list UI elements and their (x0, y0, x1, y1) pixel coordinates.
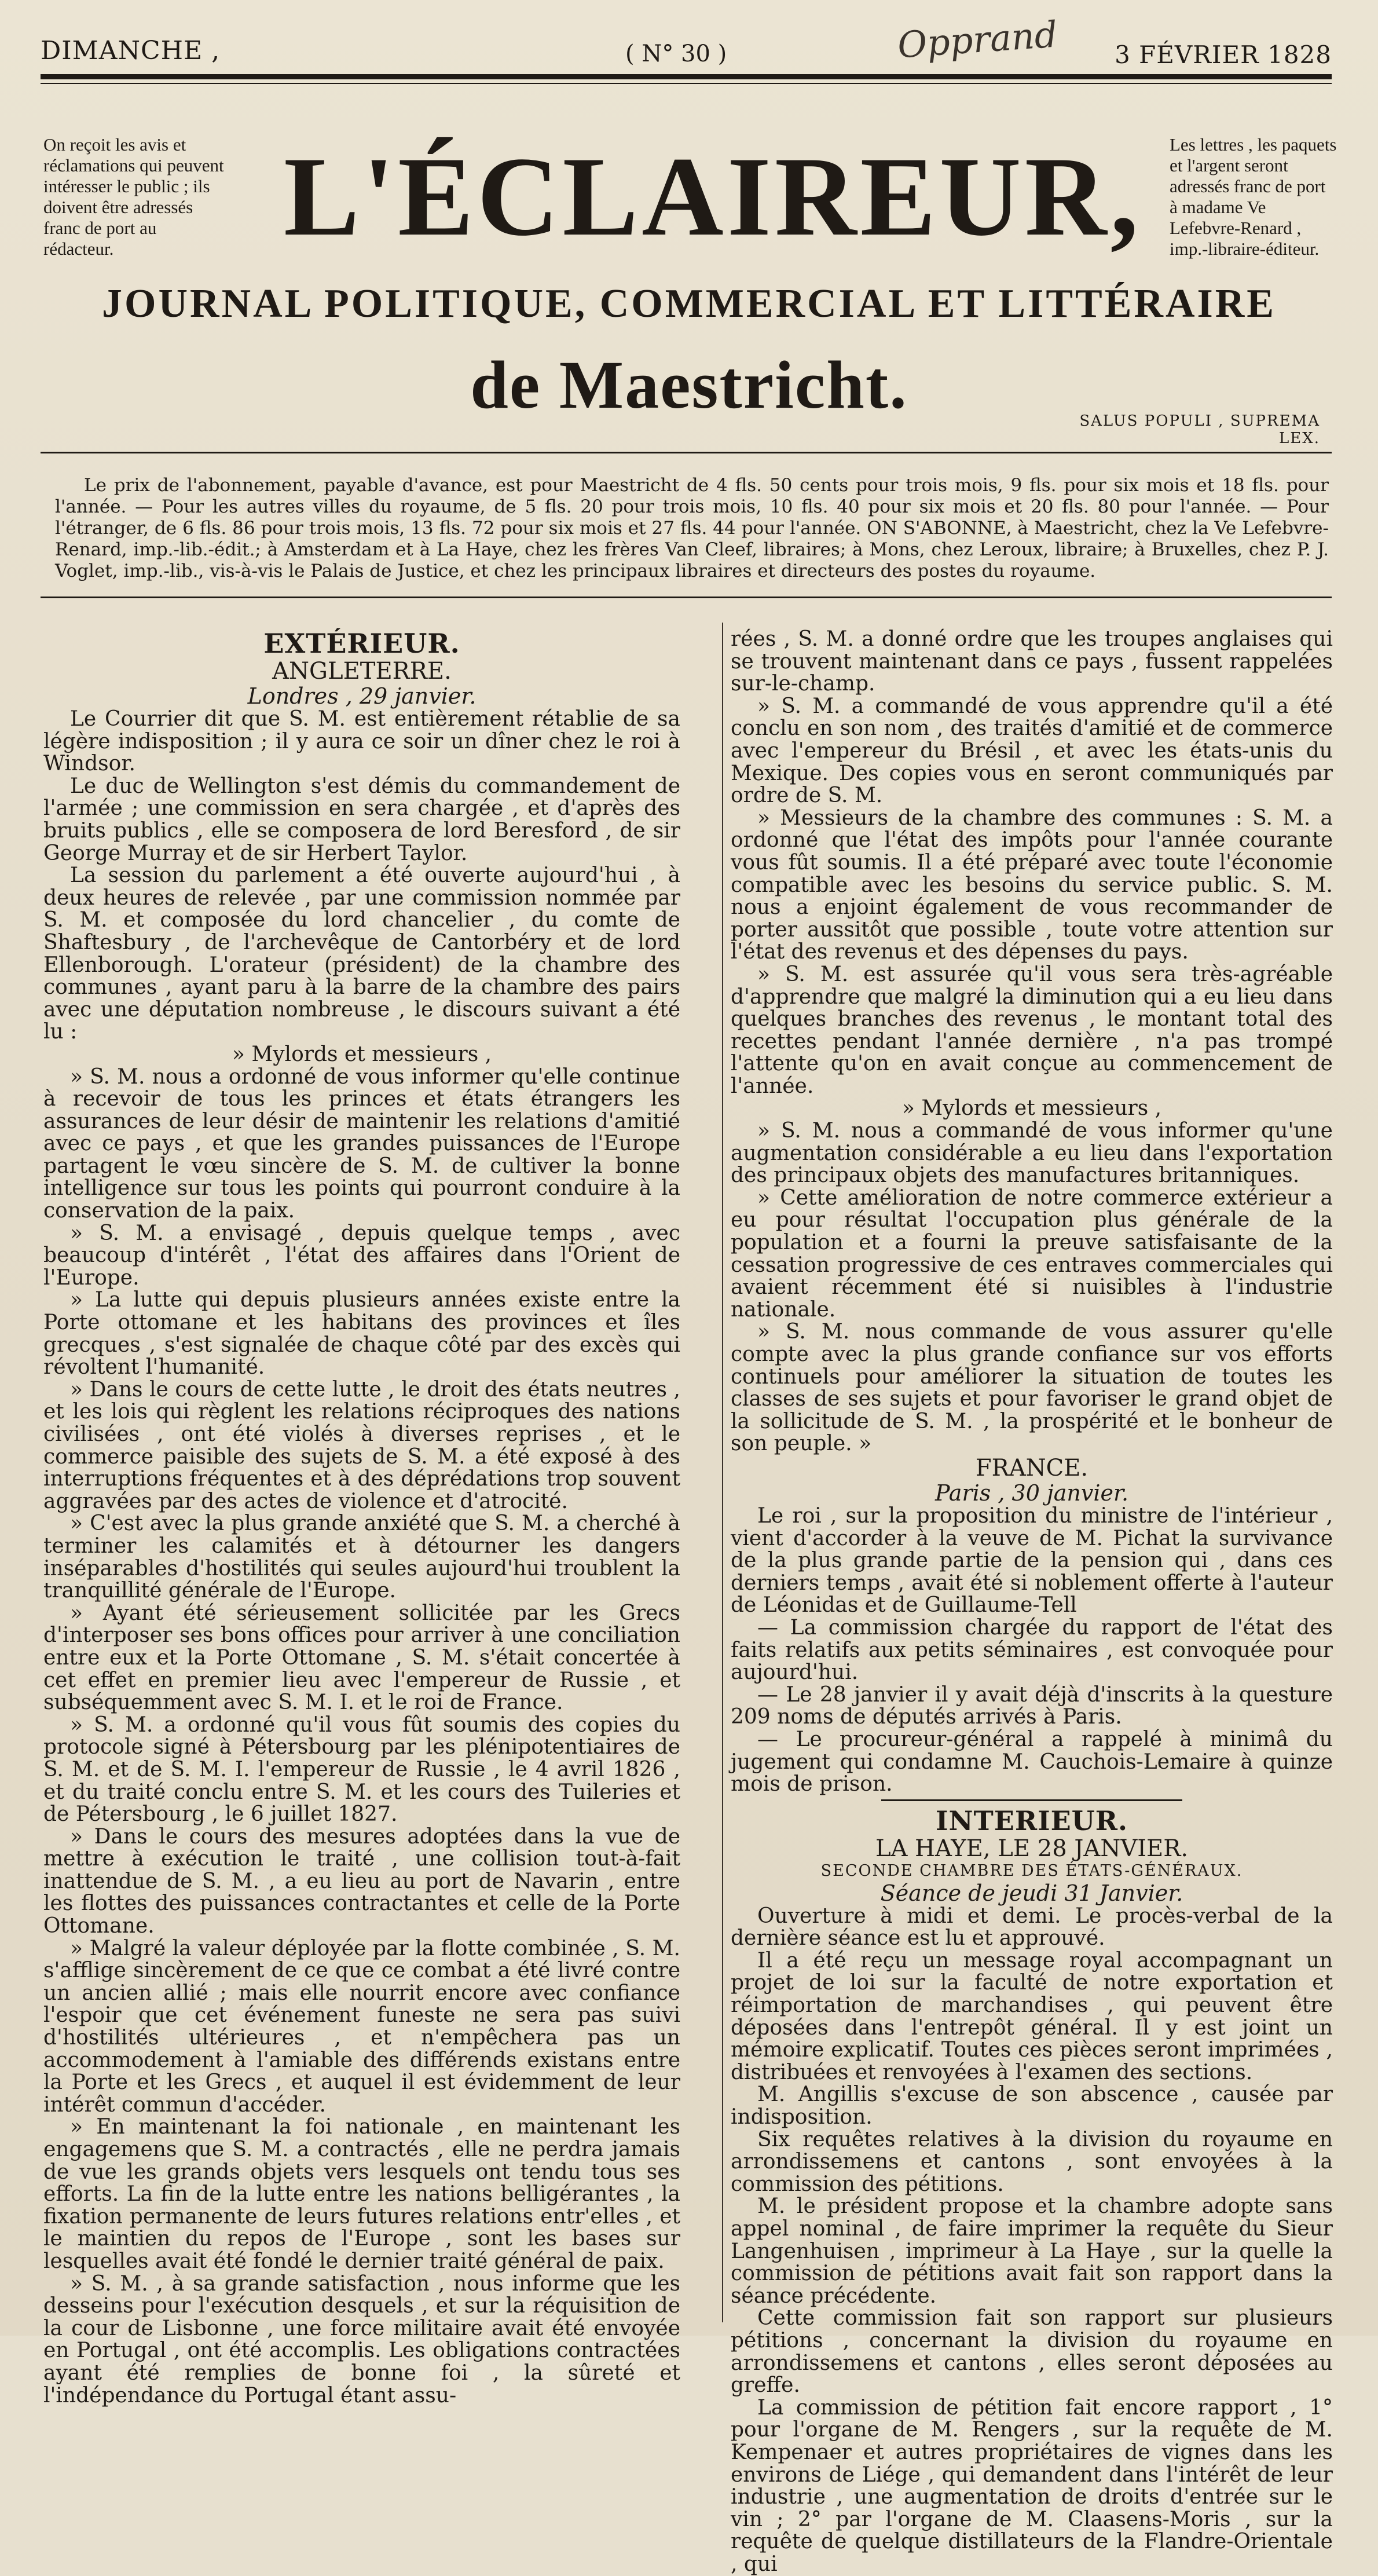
masthead-title: L'ÉCLAIREUR, (284, 134, 1142, 259)
top-rule-thin (41, 83, 1332, 84)
masthead-subtitle: JOURNAL POLITIQUE, COMMERCIAL ET LITTÉRAIRE (102, 281, 1276, 326)
article-paragraph: » Malgré la valeur déployée par la flotte combinée , S. M. s'afflige sincèrement de ce que ce combat a été livré contre un ancien allié ; mais elle nourrit encore avec confiance l'espoir que cet événement funeste ne sera pas suivi d'hostilités ultérieures , et n'empêchera pas un accommodement à l'amiable des différends existans entre la Porte et les Grecs , et auquel il est évidemment de leur intérêt commun d'accéder. (43, 1936, 680, 2117)
masthead-motto: SALUS POPULI , SUPREMA LEX. (1079, 412, 1320, 447)
top-rule (41, 74, 1332, 79)
article-paragraph: » En maintenant la foi nationale , en maintenant les engagemens que S. M. a contractés , elle ne perdra jamais de vue les grands objets vers lesquels ont tendu tous ses efforts. La fin de la lutte entre les nations belligérantes , la fixation permanente de leurs futures relations entr'elles , et le maintien du repos de l'Europe , sont les bases sur lesquelles avait été fondé le dernier traité général de paix. (43, 2115, 680, 2273)
right-column (731, 628, 1333, 2576)
article-paragraph: » Cette amélioration de notre commerce extérieur a eu pour résultat l'occupation plus générale de la population et a fourni la preuve satisfaisante de la cessation progressive de ces entraves commerciales qui avaient récemment été si nuisibles à l'industrie nationale. (731, 1185, 1333, 1322)
session-heading: Séance de jeudi 31 Janvier. (880, 1880, 1183, 1906)
dateline-la-haye: LA HAYE, LE 28 JANVIER. (875, 1835, 1189, 1862)
issue-number: ( N° 30 ) (625, 41, 727, 67)
article-paragraph: Le roi , sur la proposition du ministre de l'intérieur , vient d'accorder à la veuve de M. Pichat la survivance de la plus grande partie de la pension qui , dans ces derniers temps , avait été si noblement offerte à l'auteur de Léonidas et de Guillaume-Tell (731, 1503, 1333, 1618)
article-paragraph: » Mylords et messieurs , (232, 1042, 492, 1066)
article-paragraph: » S. M. nous commande de vous assurer qu'elle compte avec la plus grande confiance sur vos efforts continuels pour améliorer la situation de toutes les classes de ses sujets et pour favoriser le grand objet de la sollicitude de S. M. , la prospérité et le bonheur de son peuple. » (731, 1320, 1333, 1456)
handwritten-annotation: Opprand (896, 13, 1059, 67)
article-paragraph: » Dans le cours des mesures adoptées dans la vue de mettre à exécution le traité , une collision tout-à-fait inattendue de S. M. , a eu lieu au port de Navarin , entre les flottes des puissances contractantes et celle de la Porte Ottomane. (43, 1824, 680, 1938)
article-paragraph: La session du parlement a été ouverte aujourd'hui , à deux heures de relevée , par une commission nommée par S. M. et composée du lord chancelier , du comte de Shaftesbury , de l'archevêque de Cantorbéry et de lord Ellenborough. L'orateur (président) de la chambre des communes , ayant paru à la barre de la chambre des pairs avec une députation nombreuse , le discours suivant a été lu : (43, 863, 680, 1044)
article-paragraph: M. Angillis s'excuse de son abscence , causée par indisposition. (731, 2083, 1333, 2129)
article-paragraph: » S. M. nous a commandé de vous informer qu'une augmentation considérable a eu lieu dans l'exportation des principaux objets des manufactures britanniques. (731, 1119, 1333, 1188)
chamber-heading: SECONDE CHAMBRE DES ÉTATS-GÉNÉRAUX. (820, 1861, 1243, 1880)
article-paragraph: Ouverture à midi et demi. Le procès-verbal de la dernière séance est lu et approuvé. (731, 1904, 1333, 1951)
top-line (41, 13, 1332, 76)
article-paragraph: M. le président propose et la chambre adopte sans appel nominal , de faire imprimer la requête du Sieur Langenhuisen , imprimeur à La Haye , sur la quelle la commission de pétitions avait fait son rapport dans la séance précédente. (731, 2194, 1333, 2308)
article-paragraph: » S. M. est assurée qu'il vous sera très-agréable d'apprendre que malgré la diminution qui a eu lieu dans quelques branches des revenus , le montant total des recettes pendant l'année dernière , n'a pas trompé l'attente qu'on en avait conçue au commencement de l'année. (731, 962, 1333, 1098)
left-column (43, 628, 680, 2407)
country-heading-angleterre: ANGLETERRE. (272, 658, 452, 685)
article-paragraph: Six requêtes relatives à la division du royaume en arrondissemens et cantons , sont envoyées à la commission des pétitions. (731, 2127, 1333, 2196)
article-paragraph: Le Courrier dit que S. M. est entièrement rétablie de sa légère indisposition ; il y aura ce soir un dîner chez le roi à Windsor. (43, 707, 680, 776)
article-paragraph: » Ayant été sérieusement sollicitée par les Grecs d'interposer ses bons offices pour arriver à une conciliation entre eux et la Porte Ottomane , S. M. s'était concertée à cet effet en premier lieu avec l'empereur de Russie , et subséquemment avec S. M. I. et le roi de France. (43, 1601, 680, 1715)
article-paragraph: — La commission chargée du rapport de l'état des faits relatifs aux petits séminaires , est convoquée pour aujourd'hui. (731, 1615, 1333, 1685)
article-paragraph: » Dans le cours de cette lutte , le droit des états neutres , et les lois qui règlent les relations réciproques des nations civilisées , ont été violés à diverses reprises , et le commerce paisible des sujets de S. M. a été exposé à des interruptions fréquentes et à des déprédations trop souvent aggravées par des actes de violence et d'atrocité. (43, 1377, 680, 1513)
article-paragraph: » C'est avec la plus grande anxiété que S. M. a cherché à terminer les calamités et à détourner les dangers inséparables d'hostilités qui seules aujourd'hui troublent la tranquillité générale de l'Europe. (43, 1512, 680, 1603)
masthead-city: de Maestricht. (470, 347, 908, 423)
article-paragraph: Cette commission fait son rapport sur plusieurs pétitions , concernant la division du royaume en arrondissemens et cantons , elles seront déposées au greffe. (731, 2306, 1333, 2398)
article-paragraph: » La lutte qui depuis plusieurs années existe entre la Porte ottomane et les habitans des provinces et îles grecques , s'est signalée de chaque côté par des excès qui révoltent l'humanité. (43, 1288, 680, 1380)
column-divider (722, 623, 723, 2322)
section-heading-interieur: INTERIEUR. (935, 1805, 1128, 1836)
country-heading-france: FRANCE. (975, 1454, 1089, 1481)
subscription-rule (41, 597, 1332, 598)
article-paragraph: » S. M. , à sa grande satisfaction , nous informe que les desseins pour l'exécution desquels , et sur la réquisition de la cour de Lisbonne , une force militaire avait été envoyée en Portugal , ont été accomplis. Les obligations contractées ayant été remplies de bonne foi , la sûreté et l'indépendance du Portugal étant assu- (43, 2271, 680, 2407)
section-heading-exterieur: EXTÉRIEUR. (263, 628, 460, 659)
article-paragraph: » S. M. nous a ordonné de vous informer qu'elle continue à recevoir de tous les princes et états étrangers les assurances de leur désir de maintenir les relations d'amitié avec ce pays , et que les grandes puissances de l'Europe partagent le vœu sincère de S. M. de cultiver la bonne intelligence sur tous les points qui pourront conduire à la conservation de la paix. (43, 1064, 680, 1223)
article-paragraph: — Le procureur-général a rappelé à minimâ du jugement qui condamne M. Cauchois-Lemaire à quinze mois de prison. (731, 1727, 1333, 1796)
article-paragraph: » Mylords et messieurs , (901, 1096, 1162, 1121)
dateline-paris: Paris , 30 janvier. (934, 1480, 1129, 1506)
masthead-rule (41, 452, 1332, 453)
article-paragraph: » S. M. a envisagé , depuis quelque temps , avec beaucoup d'intérêt , l'état des affaires dans l'Orient de l'Europe. (43, 1221, 680, 1290)
issue-day: DIMANCHE , (41, 36, 221, 65)
dateline-londres: Londres , 29 janvier. (247, 683, 477, 709)
section-separator (881, 1799, 1182, 1801)
issue-date: 3 FÉVRIER 1828 (1115, 41, 1332, 69)
article-paragraph: rées , S. M. a donné ordre que les troupes anglaises qui se trouvent maintenant dans ce pays , fussent rappelées sur-le-champ. (731, 627, 1333, 696)
article-paragraph: » S. M. a ordonné qu'il vous fût soumis des copies du protocole signé à Pétersbourg par les plénipotentiaires de S. M. et de S. M. I. l'empereur de Russie , le 4 avril 1826 , et du traité conclu entre S. M. et les cours des Tuileries et de Pétersbourg , le 6 juillet 1827. (43, 1713, 680, 1827)
article-paragraph: Il a été reçu un message royal accompagnant un projet de loi sur la faculté de notre exportation et réimportation de marchandises , qui peuvent être déposées dans l'entrepôt général. Il y est joint un mémoire explicatif. Toutes ces pièces seront imprimées , distribuées et renvoyées à l'examen des sections. (731, 1948, 1333, 2084)
right-notice: Les lettres , les paquets et l'argent seront adressés franc de port à madame Ve Lefebvre-Renard , imp.-libraire-éditeur. (1170, 134, 1337, 259)
article-paragraph: La commission de pétition fait encore rapport , 1° pour l'organe de M. Rengers , sur la requête de M. Kempenaer et autres propriétaires de vignes dans les environs de Liége , qui demandent dans l'intérêt de leur industrie , une augmentation de droits d'entrée sur le vin ; 2° par l'organe de M. Claasens-Moris , sur la requête de quelque distillateurs de la Flandre-Orientale , qui (731, 2395, 1333, 2576)
article-paragraph: » Messieurs de la chambre des communes : S. M. a ordonné que l'état des impôts pour l'année courante vous fût soumis. Il a été préparé avec toute l'économie compatible avec les besoins du service public. S. M. nous a enjoint également de vous recommander de porter aussitôt que possible , toute votre attention sur l'état des revenus et des dépenses du pays. (731, 806, 1333, 964)
article-paragraph: » S. M. a commandé de vous apprendre qu'il a été conclu en son nom , des traités d'amitié et de commerce avec l'empereur du Brésil , et avec les états-unis du Mexique. Des copies vous en seront communiqués par ordre de S. M. (731, 694, 1333, 808)
article-paragraph: Le duc de Wellington s'est démis du commandement de l'armée ; une commission en sera chargée , et d'après des bruits publics , elle se composera de lord Beresford , de sir George Murray et de sir Herbert Taylor. (43, 774, 680, 865)
article-paragraph: — Le 28 janvier il y avait déjà d'inscrits à la questure 209 noms de députés arrivés à Paris. (731, 1682, 1333, 1729)
left-notice: On reçoit les avis et réclamations qui peuvent intéresser le public ; ils doivent être adressés franc de port au rédacteur. (43, 134, 224, 259)
subscription-notice: Le prix de l'abonnement, payable d'avance, est pour Maestricht de 4 fls. 50 cents pour trois mois, 9 fls. pour six mois et 18 fls. pour l'année. — Pour les autres villes du royaume, de 5 fls. 20 pour trois mois, 10 fls. 40 pour six mois et 20 fls. 80 pour l'année. — Pour l'étranger, de 6 fls. 86 pour trois mois, 13 fls. 72 pour six mois et 27 fls. 44 pour l'année. ON S'ABONNE, à Maestricht, chez la Ve Lefebvre-Renard, imp.-lib.-édit.; à Amsterdam et à La Haye, chez les frères Van Cleef, libraires; à Mons, chez Leroux, libraire; à Bruxelles, chez P. J. Voglet, imp.-lib., vis-à-vis le Palais de Justice, et chez les principaux libraires et directeurs des postes du royaume. (55, 475, 1329, 581)
